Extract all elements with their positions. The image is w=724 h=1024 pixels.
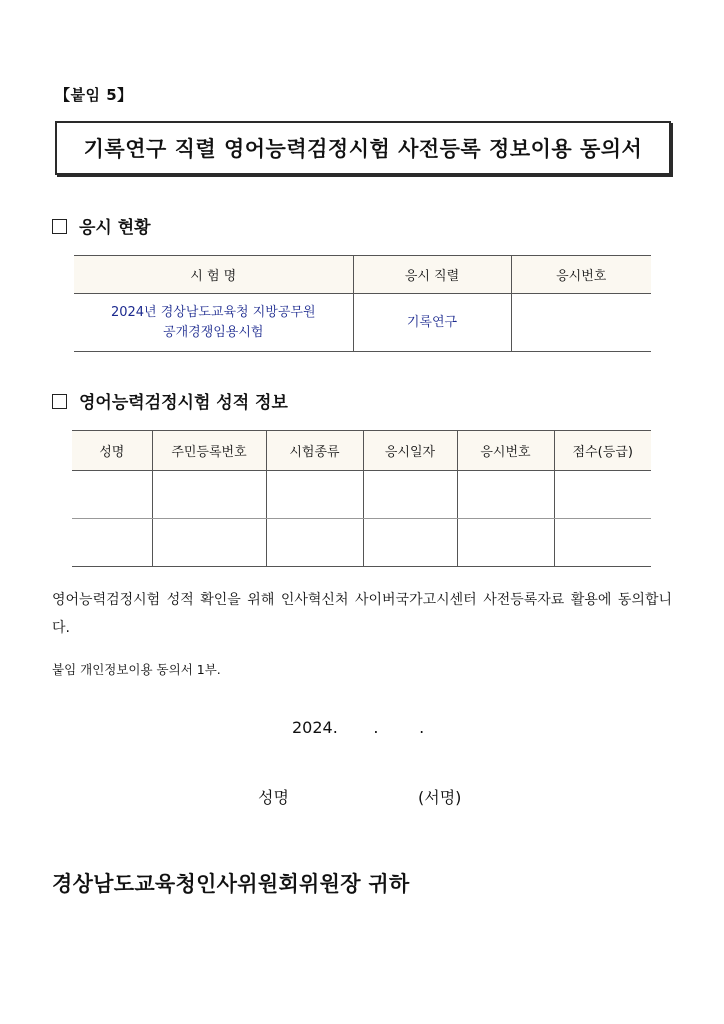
table-row	[72, 519, 651, 567]
recipient: 경상남도교육청인사위원회위원장 귀하	[52, 872, 410, 896]
section-exam-status-label: 응시 현황	[79, 218, 151, 238]
cell-series: 기록연구	[353, 294, 511, 352]
square-bullet-icon	[52, 394, 67, 409]
section-score-info-heading	[52, 388, 288, 413]
cell-exam-name	[74, 294, 353, 352]
header-resident-number: 주민등록번호	[152, 431, 266, 471]
cell-exam-number[interactable]	[511, 294, 651, 352]
name-label: 성명	[258, 788, 289, 807]
square-bullet-icon	[52, 219, 67, 234]
attachment-label: 【붙임 5】	[55, 86, 133, 104]
table-header-row	[74, 256, 651, 294]
cell-test-type[interactable]	[266, 471, 363, 519]
header-exam-number: 응시번호	[511, 256, 651, 294]
table-header-row	[72, 431, 651, 471]
exam-name-line1: 2024년 경상남도교육청 지방공무원	[110, 304, 316, 320]
header-exam-name: 시 험 명	[74, 256, 353, 294]
header-series: 응시 직렬	[353, 256, 511, 294]
cell-test-date[interactable]	[363, 519, 457, 567]
attachment-note: 붙임 개인정보이용 동의서 1부.	[52, 662, 221, 677]
consent-paragraph: 영어능력검정시험 성적 확인을 위해 인사혁신처 사이버국가고시센터 사전등록자료 활용에 동의합니다.	[52, 592, 672, 636]
header-score: 점수(등급)	[554, 431, 651, 471]
cell-test-number[interactable]	[457, 471, 554, 519]
section-exam-status-heading	[52, 213, 151, 238]
cell-name[interactable]	[72, 519, 152, 567]
exam-name-line2: 공개경쟁임용시험	[163, 324, 264, 340]
table-row	[72, 471, 651, 519]
cell-test-number[interactable]	[457, 519, 554, 567]
signature-label: (서명)	[418, 788, 462, 807]
document-title	[55, 121, 671, 175]
exam-status-table	[74, 255, 651, 352]
cell-test-date[interactable]	[363, 471, 457, 519]
cell-test-type[interactable]	[266, 519, 363, 567]
header-name: 성명	[72, 431, 152, 471]
header-test-type: 시험종류	[266, 431, 363, 471]
section-score-info-label: 영어능력검정시험 성적 정보	[79, 393, 288, 413]
header-test-date: 응시일자	[363, 431, 457, 471]
table-row	[74, 294, 651, 352]
header-test-number: 응시번호	[457, 431, 554, 471]
cell-name[interactable]	[72, 471, 152, 519]
cell-score[interactable]	[554, 519, 651, 567]
cell-resident-number[interactable]	[152, 471, 266, 519]
cell-resident-number[interactable]	[152, 519, 266, 567]
document-title-text: 기록연구 직렬 영어능력검정시험 사전등록 정보이용 동의서	[83, 137, 643, 161]
date-line: 2024. . .	[292, 718, 425, 737]
cell-score[interactable]	[554, 471, 651, 519]
score-info-table	[72, 430, 651, 567]
